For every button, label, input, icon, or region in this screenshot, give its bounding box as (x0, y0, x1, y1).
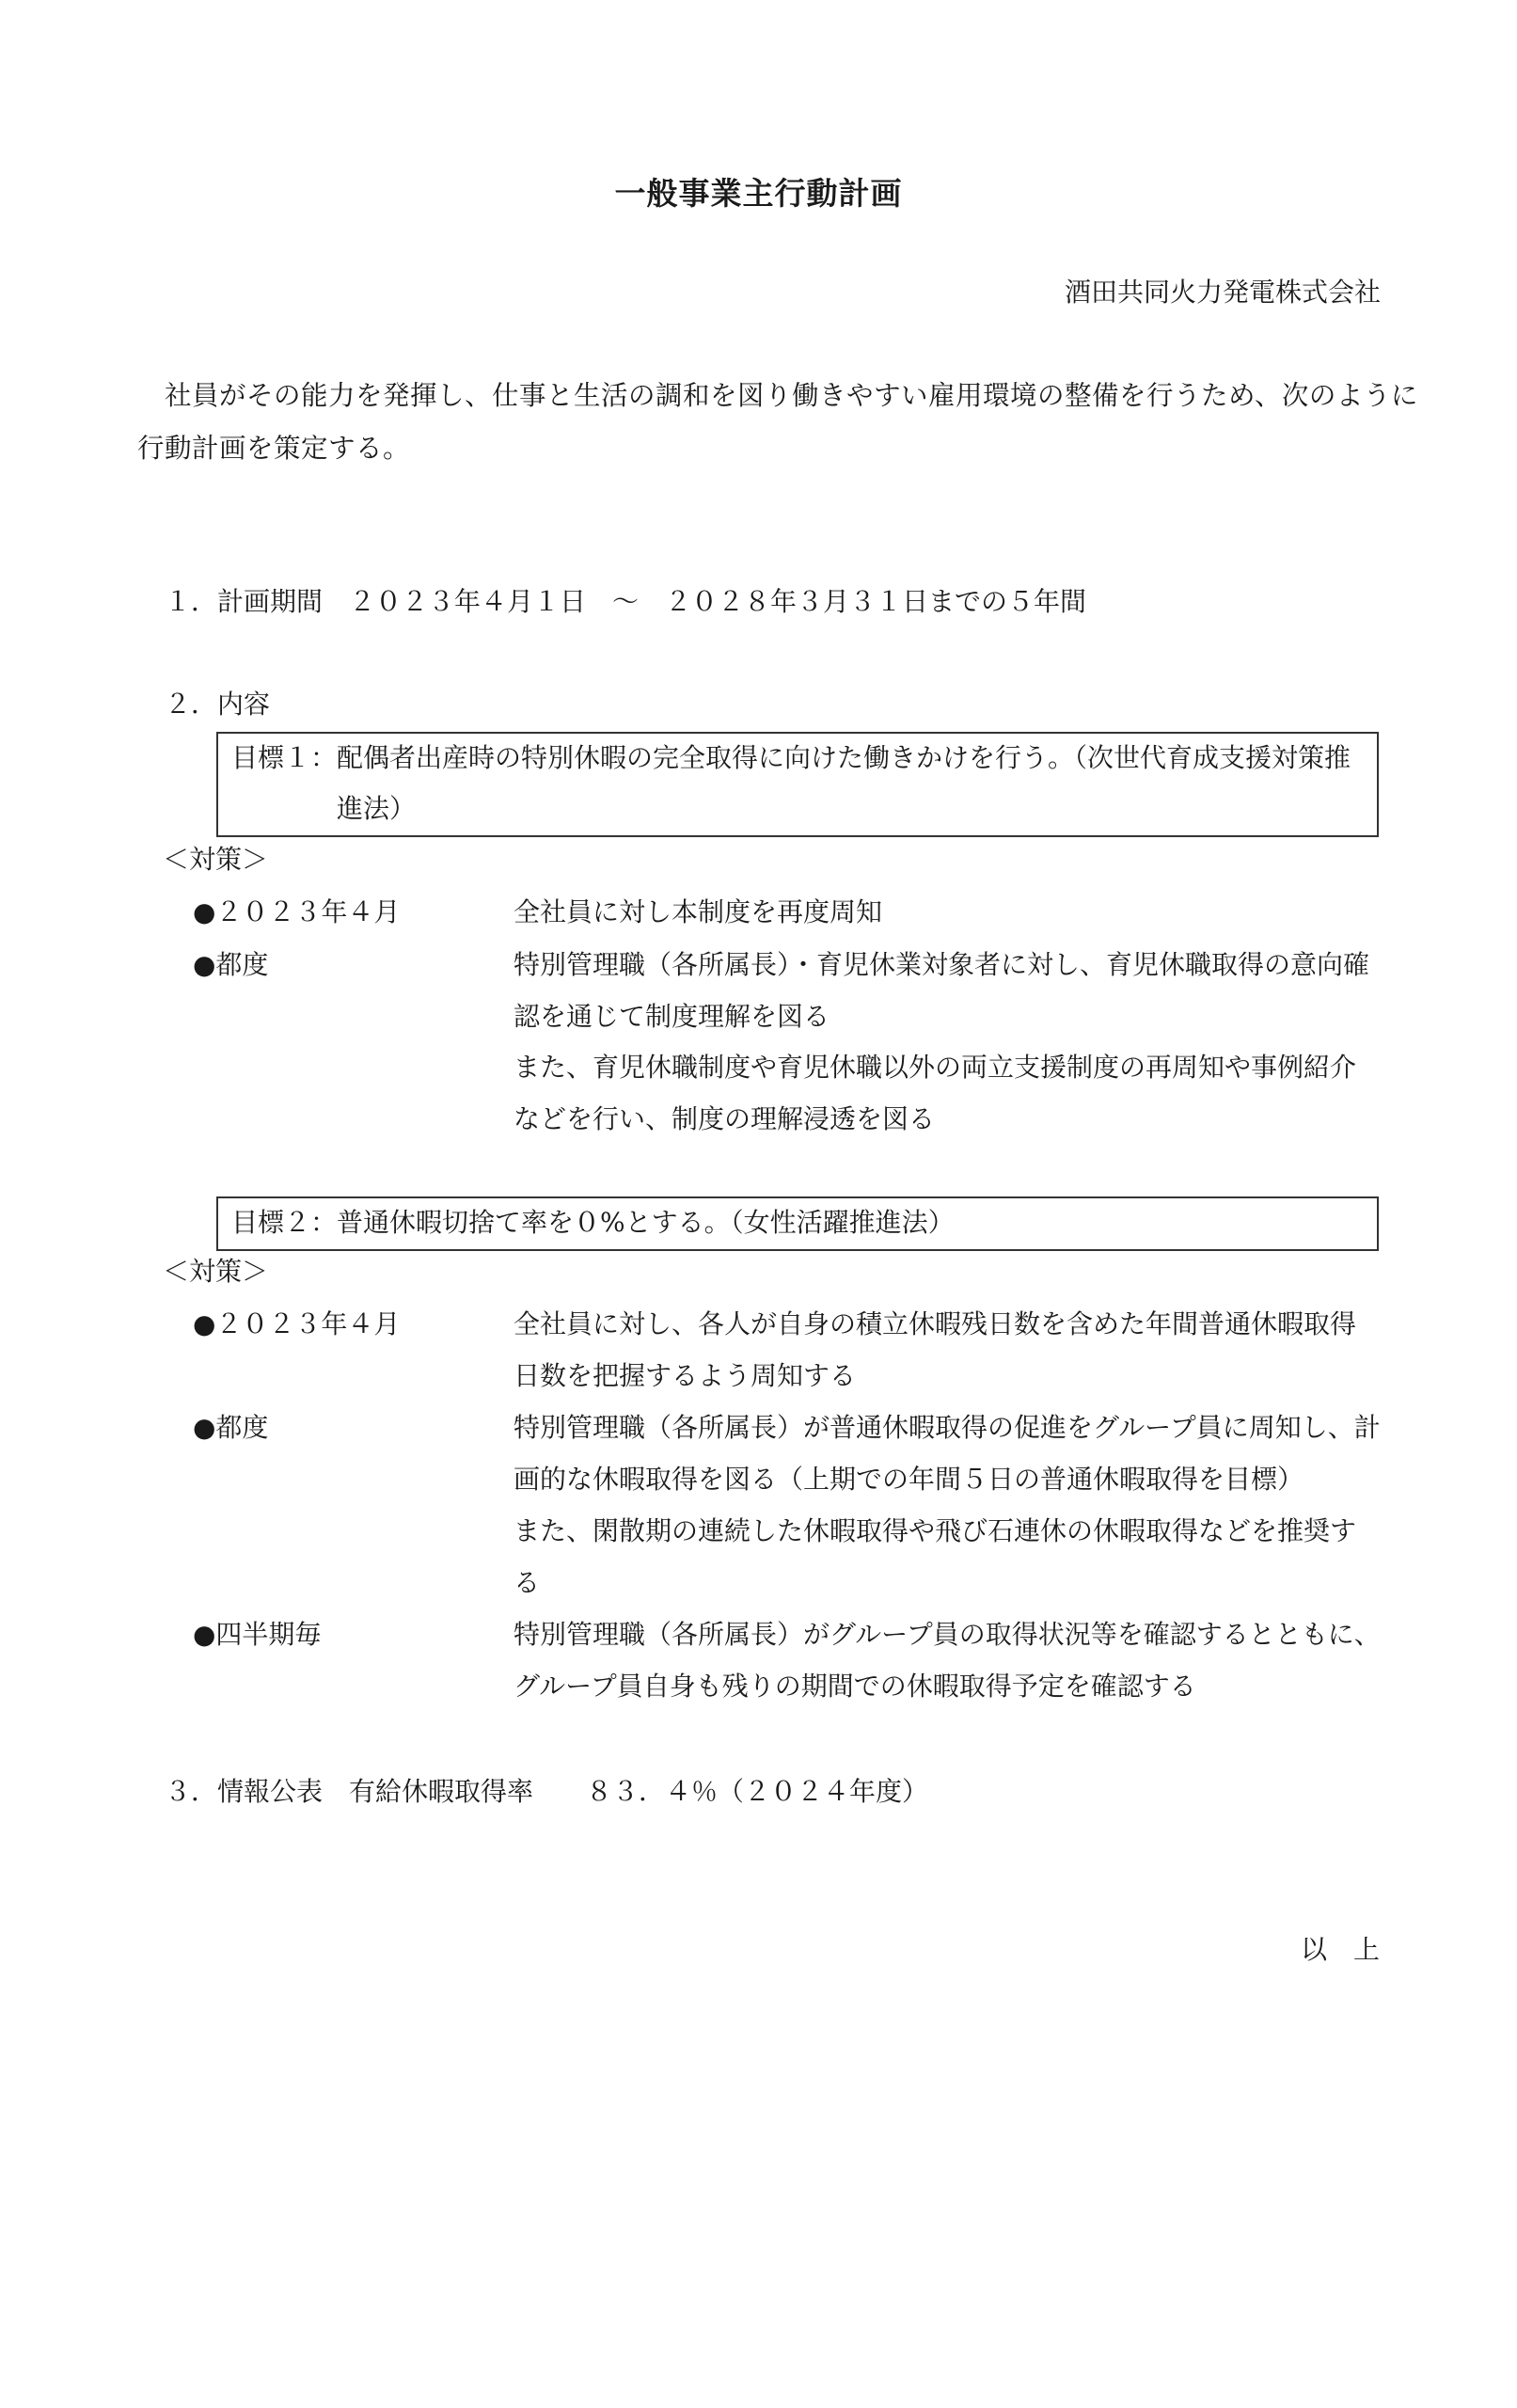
goal-1-measure-2-when: ●都度 (193, 949, 269, 980)
goal-1-measure-2-line-3: また、育児休職制度や育児休職以外の両立支援制度の再周知や事例紹介 (514, 1052, 1357, 1083)
goal-2-line-1: 目標２：普通休暇切捨て率を０%とする。（女性活躍推進法） (231, 1207, 955, 1238)
closing-mark: 以 上 (1300, 1934, 1380, 1965)
section-1-plan-period: １．計画期間 ２０２３年４月１日 ～ ２０２８年３月３１日までの５年間 (165, 586, 1087, 617)
goal-1-measure-2-line-2: 認を通じて制度理解を図る (514, 1001, 830, 1032)
goal-2-measure-2-line-1: 特別管理職（各所属長）が普通休暇取得の促進をグループ員に周知し、計 (514, 1412, 1381, 1443)
goal-2-measure-2-line-3: また、閑散期の連続した休暇取得や飛び石連休の休暇取得などを推奨す (514, 1515, 1357, 1546)
goal-2-measures-label: ＜対策＞ (163, 1256, 269, 1287)
section-3-disclosure: ３．情報公表 有給休暇取得率 ８３．４％（２０２４年度） (165, 1776, 929, 1807)
intro-line-1: 社員がその能力を発揮し、仕事と生活の調和を図り働きやすい雇用環境の整備を行うため、次のように (137, 380, 1418, 411)
goal-1-measure-1-when: ●２０２３年４月 (193, 896, 401, 927)
goal-2-measure-2-when: ●都度 (193, 1412, 269, 1443)
goal-2-measure-1-line-1: 全社員に対し、各人が自身の積立休暇残日数を含めた年間普通休暇取得 (514, 1308, 1357, 1339)
goal-1-measures-label: ＜対策＞ (163, 844, 269, 875)
goal-2-measure-1-line-2: 日数を把握するよう周知する (514, 1360, 857, 1391)
goal-2-measure-3-line-1: 特別管理職（各所属長）がグループ員の取得状況等を確認するとともに、 (514, 1619, 1381, 1650)
goal-1-measure-2-line-1: 特別管理職（各所属長）・育児休業対象者に対し、育児休職取得の意向確 (514, 949, 1370, 980)
intro-line-2: 行動計画を策定する。 (137, 433, 411, 464)
document-title: 一般事業主行動計画 (614, 175, 903, 212)
goal-1-box (216, 732, 1379, 837)
company-name: 酒田共同火力発電株式会社 (1064, 277, 1381, 308)
goal-2-box (216, 1196, 1379, 1251)
goal-1-measure-2-line-4: などを行い、制度の理解浸透を図る (514, 1103, 936, 1134)
goal-1-measure-1-line-1: 全社員に対し本制度を再度周知 (514, 896, 883, 927)
goal-2-measure-3-when: ●四半期毎 (193, 1619, 322, 1650)
goal-2-measure-1-when: ●２０２３年４月 (193, 1308, 401, 1339)
goal-2-measure-2-line-4: る (514, 1567, 541, 1598)
goal-1-line-2: 進法） (337, 793, 417, 824)
section-2-heading: ２．内容 (165, 689, 271, 720)
goal-2-measure-3-line-2: グループ員自身も残りの期間での休暇取得予定を確認する (514, 1671, 1196, 1702)
goal-1-line-1: 目標１：配偶者出産時の特別休暇の完全取得に向けた働きかけを行う。（次世代育成支援対策推 (231, 742, 1351, 773)
goal-2-measure-2-line-2: 画的な休暇取得を図る（上期での年間５日の普通休暇取得を目標） (514, 1464, 1304, 1495)
